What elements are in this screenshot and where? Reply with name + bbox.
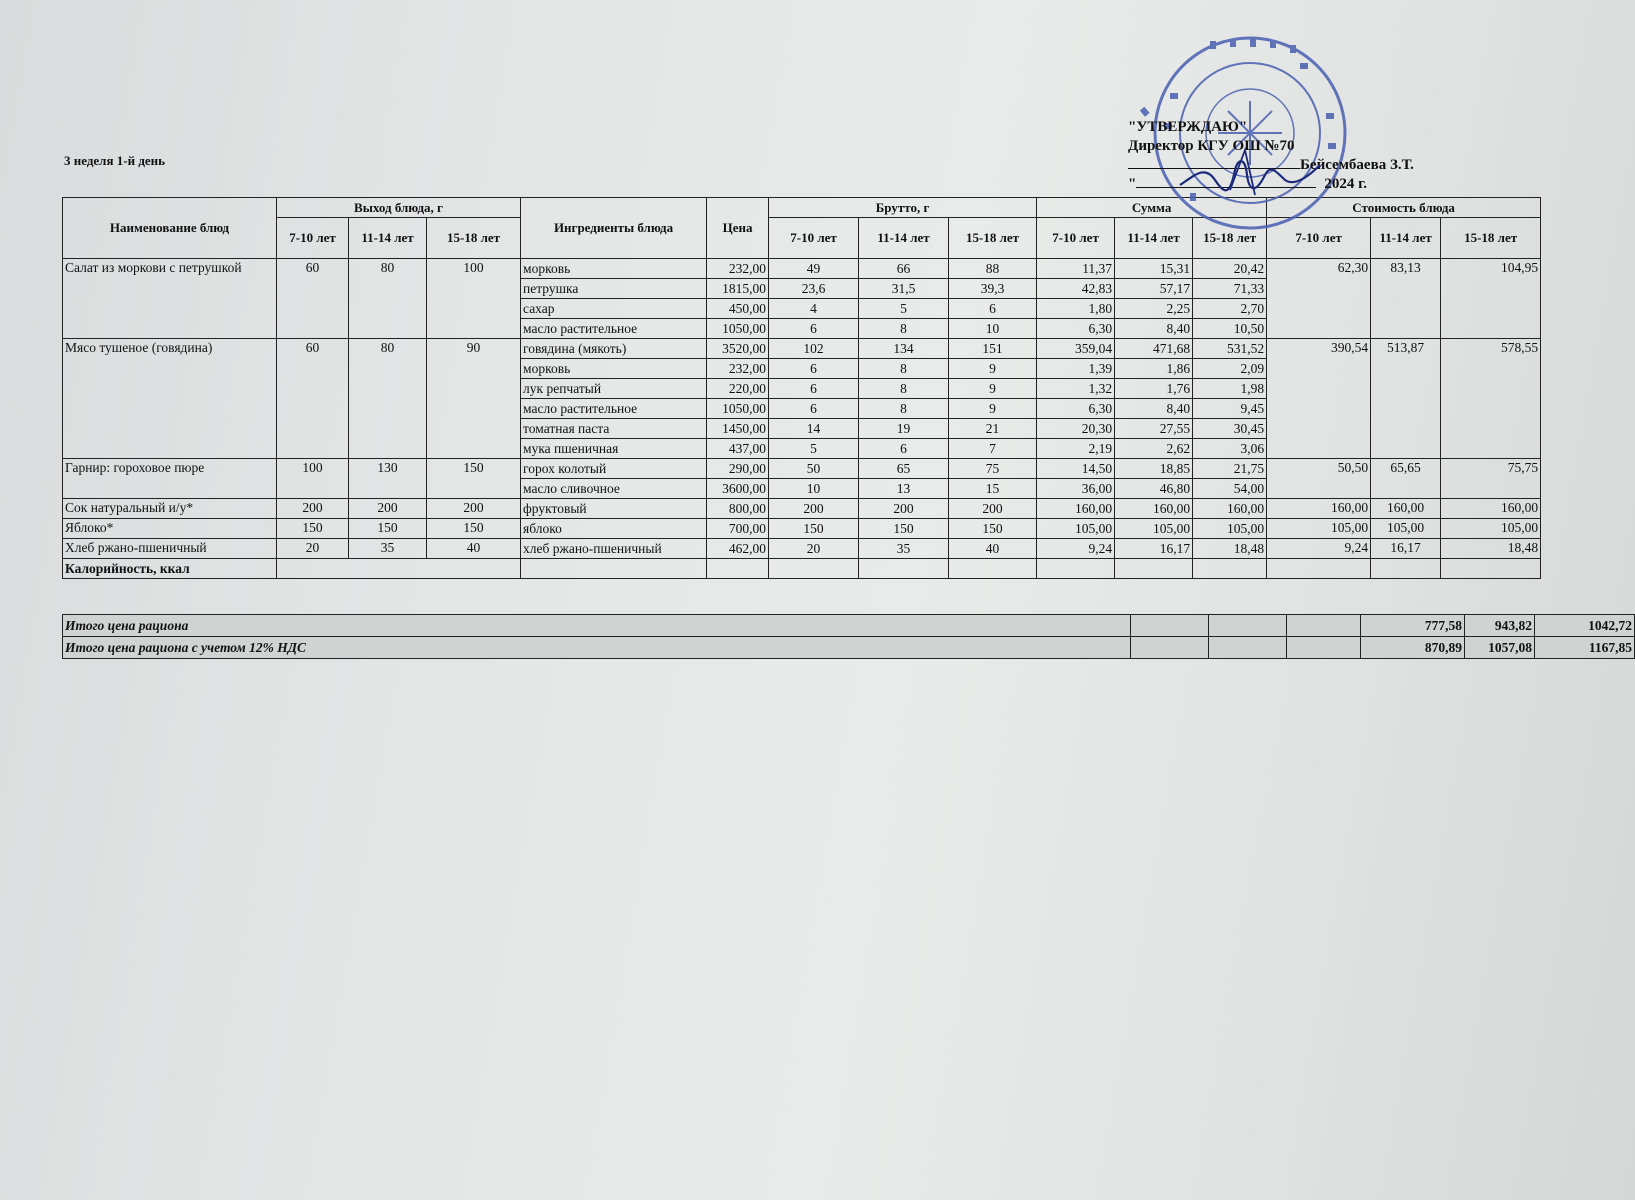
ingredient-sum: 9,24 — [1037, 539, 1115, 559]
dish-cost: 160,00 — [1371, 499, 1441, 519]
ingredient-gross: 21 — [949, 419, 1037, 439]
dish-cost: 75,75 — [1441, 459, 1541, 499]
header-sum: Сумма — [1037, 198, 1267, 218]
ingredient-price: 3520,00 — [707, 339, 769, 359]
ingredient-sum: 27,55 — [1115, 419, 1193, 439]
totals-empty-cell — [1287, 637, 1361, 659]
ingredient-sum: 1,76 — [1115, 379, 1193, 399]
ingredient-gross: 5 — [769, 439, 859, 459]
ingredient-sum: 2,19 — [1037, 439, 1115, 459]
calories-cell — [1193, 559, 1267, 579]
ingredient-sum: 105,00 — [1037, 519, 1115, 539]
ingredient-price: 450,00 — [707, 299, 769, 319]
ingredient-sum: 20,42 — [1193, 259, 1267, 279]
calories-cell — [1371, 559, 1441, 579]
ingredient-price: 437,00 — [707, 439, 769, 459]
dish-output: 80 — [349, 339, 427, 459]
ingredient-price: 220,00 — [707, 379, 769, 399]
dish-name: Гарнир: гороховое пюре — [63, 459, 277, 499]
ingredient-name: горох колотый — [521, 459, 707, 479]
ingredient-gross: 6 — [769, 319, 859, 339]
ingredient-sum: 160,00 — [1115, 499, 1193, 519]
ingredient-sum: 42,83 — [1037, 279, 1115, 299]
ingredient-sum: 2,09 — [1193, 359, 1267, 379]
calories-cell — [277, 559, 521, 579]
totals-label: Итого цена рациона — [63, 615, 1131, 637]
ingredient-sum: 105,00 — [1115, 519, 1193, 539]
header-gross: Брутто, г — [769, 198, 1037, 218]
ingredient-sum: 46,80 — [1115, 479, 1193, 499]
ingredient-gross: 150 — [769, 519, 859, 539]
dish-output: 150 — [349, 519, 427, 539]
ingredient-gross: 75 — [949, 459, 1037, 479]
ingredient-sum: 160,00 — [1193, 499, 1267, 519]
calories-cell — [707, 559, 769, 579]
ingredient-sum: 54,00 — [1193, 479, 1267, 499]
ingredient-name: лук репчатый — [521, 379, 707, 399]
calories-cell — [949, 559, 1037, 579]
dish-name: Хлеб ржано-пшеничный — [63, 539, 277, 559]
calories-row — [63, 559, 1541, 579]
dish-cost: 83,13 — [1371, 259, 1441, 339]
ingredient-gross: 5 — [859, 299, 949, 319]
ingredient-gross: 6 — [949, 299, 1037, 319]
ingredient-gross: 8 — [859, 399, 949, 419]
dish-output: 35 — [349, 539, 427, 559]
header-dish: Наименование блюд — [63, 198, 277, 259]
ingredient-price: 3600,00 — [707, 479, 769, 499]
ingredient-gross: 102 — [769, 339, 859, 359]
dish-output: 40 — [427, 539, 521, 559]
dish-cost: 62,30 — [1267, 259, 1371, 339]
ingredient-name: фруктовый — [521, 499, 707, 519]
ingredient-gross: 6 — [859, 439, 949, 459]
ingredient-price: 700,00 — [707, 519, 769, 539]
table-row — [63, 339, 1541, 359]
ingredient-gross: 8 — [859, 359, 949, 379]
dish-output: 200 — [427, 499, 521, 519]
ingredient-name: говядина (мякоть) — [521, 339, 707, 359]
ingredient-gross: 66 — [859, 259, 949, 279]
dish-cost: 160,00 — [1267, 499, 1371, 519]
date-quote: " — [1128, 176, 1137, 192]
dish-cost: 578,55 — [1441, 339, 1541, 459]
header-price: Цена — [707, 198, 769, 259]
ingredient-gross: 134 — [859, 339, 949, 359]
dish-output: 20 — [277, 539, 349, 559]
ingredient-gross: 35 — [859, 539, 949, 559]
dish-name: Мясо тушеное (говядина) — [63, 339, 277, 459]
ingredient-price: 1050,00 — [707, 399, 769, 419]
header-output-age1: 7-10 лет — [277, 218, 349, 259]
ingredient-sum: 71,33 — [1193, 279, 1267, 299]
calories-cell — [521, 559, 707, 579]
totals-empty-cell — [1209, 615, 1287, 637]
dish-cost: 105,00 — [1441, 519, 1541, 539]
ingredient-sum: 6,30 — [1037, 319, 1115, 339]
ingredient-sum: 2,70 — [1193, 299, 1267, 319]
dish-output: 100 — [277, 459, 349, 499]
approval-position: Директор КГУ ОШ №70 — [1128, 138, 1295, 154]
signature-icon — [1175, 145, 1325, 205]
ingredient-gross: 6 — [769, 399, 859, 419]
ingredient-gross: 200 — [769, 499, 859, 519]
dish-name: Сок натуральный и/у* — [63, 499, 277, 519]
ingredient-gross: 23,6 — [769, 279, 859, 299]
ingredient-gross: 40 — [949, 539, 1037, 559]
dish-output: 130 — [349, 459, 427, 499]
ingredient-name: масло сливочное — [521, 479, 707, 499]
totals-body — [63, 615, 1635, 659]
ingredient-price: 232,00 — [707, 259, 769, 279]
dish-cost: 390,54 — [1267, 339, 1371, 459]
ingredient-gross: 151 — [949, 339, 1037, 359]
ingredient-price: 232,00 — [707, 359, 769, 379]
ingredient-sum: 18,85 — [1115, 459, 1193, 479]
ingredient-name: хлеб ржано-пшеничный — [521, 539, 707, 559]
ingredient-name: томатная паста — [521, 419, 707, 439]
ingredient-sum: 1,86 — [1115, 359, 1193, 379]
ingredient-gross: 19 — [859, 419, 949, 439]
dish-output: 60 — [277, 339, 349, 459]
ingredient-gross: 9 — [949, 399, 1037, 419]
dish-cost: 9,24 — [1267, 539, 1371, 559]
ingredient-sum: 36,00 — [1037, 479, 1115, 499]
totals-value: 777,58 — [1361, 615, 1465, 637]
ingredient-name: масло растительное — [521, 319, 707, 339]
ingredient-gross: 8 — [859, 319, 949, 339]
table-row — [63, 459, 1541, 479]
ingredient-sum: 1,98 — [1193, 379, 1267, 399]
ingredient-gross: 15 — [949, 479, 1037, 499]
dish-output: 60 — [277, 259, 349, 339]
dish-cost: 65,65 — [1371, 459, 1441, 499]
ingredient-gross: 7 — [949, 439, 1037, 459]
calories-cell — [1441, 559, 1541, 579]
dish-output: 200 — [349, 499, 427, 519]
dish-cost: 513,87 — [1371, 339, 1441, 459]
ingredient-gross: 200 — [949, 499, 1037, 519]
dish-output: 150 — [427, 459, 521, 499]
ingredient-sum: 1,39 — [1037, 359, 1115, 379]
menu-table — [62, 197, 1541, 579]
ingredient-gross: 10 — [769, 479, 859, 499]
ingredient-gross: 9 — [949, 359, 1037, 379]
dish-output: 150 — [277, 519, 349, 539]
dish-output: 80 — [349, 259, 427, 339]
ingredient-sum: 1,32 — [1037, 379, 1115, 399]
totals-value: 943,82 — [1465, 615, 1535, 637]
table-row — [63, 259, 1541, 279]
ingredient-sum: 160,00 — [1037, 499, 1115, 519]
totals-value: 1057,08 — [1465, 637, 1535, 659]
totals-value: 870,89 — [1361, 637, 1465, 659]
approval-year: 2024 г. — [1324, 176, 1367, 192]
totals-empty-cell — [1131, 637, 1209, 659]
dish-cost: 18,48 — [1441, 539, 1541, 559]
totals-row — [63, 637, 1635, 659]
dish-cost: 160,00 — [1441, 499, 1541, 519]
ingredient-price: 1815,00 — [707, 279, 769, 299]
table-row — [63, 519, 1541, 539]
dish-cost: 104,95 — [1441, 259, 1541, 339]
header-gross-age1: 7-10 лет — [769, 218, 859, 259]
ingredient-gross: 49 — [769, 259, 859, 279]
ingredient-sum: 11,37 — [1037, 259, 1115, 279]
ingredient-gross: 39,3 — [949, 279, 1037, 299]
header-cost-age2: 11-14 лет — [1371, 218, 1441, 259]
totals-empty-cell — [1287, 615, 1361, 637]
ingredient-sum: 30,45 — [1193, 419, 1267, 439]
ingredient-name: мука пшеничная — [521, 439, 707, 459]
ingredient-sum: 15,31 — [1115, 259, 1193, 279]
totals-row — [63, 615, 1635, 637]
totals-value: 1167,85 — [1535, 637, 1635, 659]
calories-cell — [859, 559, 949, 579]
ingredient-sum: 20,30 — [1037, 419, 1115, 439]
ingredient-gross: 31,5 — [859, 279, 949, 299]
header-cost: Стоимость блюда — [1267, 198, 1541, 218]
ingredient-gross: 200 — [859, 499, 949, 519]
calories-cell — [1115, 559, 1193, 579]
ingredient-gross: 9 — [949, 379, 1037, 399]
ingredient-gross: 88 — [949, 259, 1037, 279]
ingredient-gross: 6 — [769, 379, 859, 399]
ingredient-gross: 8 — [859, 379, 949, 399]
ingredient-name: петрушка — [521, 279, 707, 299]
dish-output: 100 — [427, 259, 521, 339]
totals-label: Итого цена рациона с учетом 12% НДС — [63, 637, 1131, 659]
ingredient-name: яблоко — [521, 519, 707, 539]
header-gross-age3: 15-18 лет — [949, 218, 1037, 259]
ingredient-sum: 2,62 — [1115, 439, 1193, 459]
ingredient-sum: 105,00 — [1193, 519, 1267, 539]
ingredient-price: 1450,00 — [707, 419, 769, 439]
dish-cost: 105,00 — [1267, 519, 1371, 539]
ingredient-name: морковь — [521, 259, 707, 279]
approval-name: Бейсембаева З.Т. — [1300, 157, 1414, 173]
ingredient-sum: 21,75 — [1193, 459, 1267, 479]
ingredient-name: морковь — [521, 359, 707, 379]
ingredient-gross: 6 — [769, 359, 859, 379]
header-sum-age2: 11-14 лет — [1115, 218, 1193, 259]
ingredient-price: 462,00 — [707, 539, 769, 559]
dish-cost: 16,17 — [1371, 539, 1441, 559]
header-cost-age3: 15-18 лет — [1441, 218, 1541, 259]
header-output-age2: 11-14 лет — [349, 218, 427, 259]
table-row — [63, 539, 1541, 559]
ingredient-name: масло растительное — [521, 399, 707, 419]
dish-output: 150 — [427, 519, 521, 539]
header-ingredients: Ингредиенты блюда — [521, 198, 707, 259]
ingredient-sum: 16,17 — [1115, 539, 1193, 559]
ingredient-price: 1050,00 — [707, 319, 769, 339]
ingredient-gross: 65 — [859, 459, 949, 479]
calories-cell — [1037, 559, 1115, 579]
header-gross-age2: 11-14 лет — [859, 218, 949, 259]
dish-name: Салат из моркови с петрушкой — [63, 259, 277, 339]
day-title: 3 неделя 1-й день — [64, 153, 166, 168]
dish-output: 200 — [277, 499, 349, 519]
calories-label: Калорийность, ккал — [63, 559, 277, 579]
ingredient-sum: 9,45 — [1193, 399, 1267, 419]
ingredient-sum: 10,50 — [1193, 319, 1267, 339]
ingredient-sum: 57,17 — [1115, 279, 1193, 299]
totals-table — [62, 614, 1635, 659]
totals-value: 1042,72 — [1535, 615, 1635, 637]
calories-cell — [1267, 559, 1371, 579]
dish-cost: 50,50 — [1267, 459, 1371, 499]
ingredient-gross: 14 — [769, 419, 859, 439]
header-output-age3: 15-18 лет — [427, 218, 521, 259]
totals-empty-cell — [1209, 637, 1287, 659]
dish-output: 90 — [427, 339, 521, 459]
ingredient-name: сахар — [521, 299, 707, 319]
ingredient-sum: 14,50 — [1037, 459, 1115, 479]
approval-title: "УТВЕРЖДАЮ" — [1128, 119, 1248, 135]
header-sum-age1: 7-10 лет — [1037, 218, 1115, 259]
ingredient-gross: 20 — [769, 539, 859, 559]
ingredient-sum: 6,30 — [1037, 399, 1115, 419]
ingredient-sum: 531,52 — [1193, 339, 1267, 359]
totals-empty-cell — [1131, 615, 1209, 637]
header-output: Выход блюда, г — [277, 198, 521, 218]
ingredient-price: 800,00 — [707, 499, 769, 519]
dish-name: Яблоко* — [63, 519, 277, 539]
ingredient-gross: 50 — [769, 459, 859, 479]
ingredient-sum: 2,25 — [1115, 299, 1193, 319]
ingredient-gross: 150 — [859, 519, 949, 539]
menu-body — [63, 259, 1541, 579]
ingredient-sum: 471,68 — [1115, 339, 1193, 359]
table-row — [63, 499, 1541, 519]
ingredient-sum: 359,04 — [1037, 339, 1115, 359]
ingredient-gross: 13 — [859, 479, 949, 499]
ingredient-price: 290,00 — [707, 459, 769, 479]
ingredient-gross: 10 — [949, 319, 1037, 339]
header-sum-age3: 15-18 лет — [1193, 218, 1267, 259]
ingredient-sum: 18,48 — [1193, 539, 1267, 559]
ingredient-sum: 3,06 — [1193, 439, 1267, 459]
ingredient-gross: 150 — [949, 519, 1037, 539]
ingredient-sum: 8,40 — [1115, 319, 1193, 339]
dish-cost: 105,00 — [1371, 519, 1441, 539]
ingredient-sum: 8,40 — [1115, 399, 1193, 419]
header-cost-age1: 7-10 лет — [1267, 218, 1371, 259]
calories-cell — [769, 559, 859, 579]
ingredient-gross: 4 — [769, 299, 859, 319]
ingredient-sum: 1,80 — [1037, 299, 1115, 319]
